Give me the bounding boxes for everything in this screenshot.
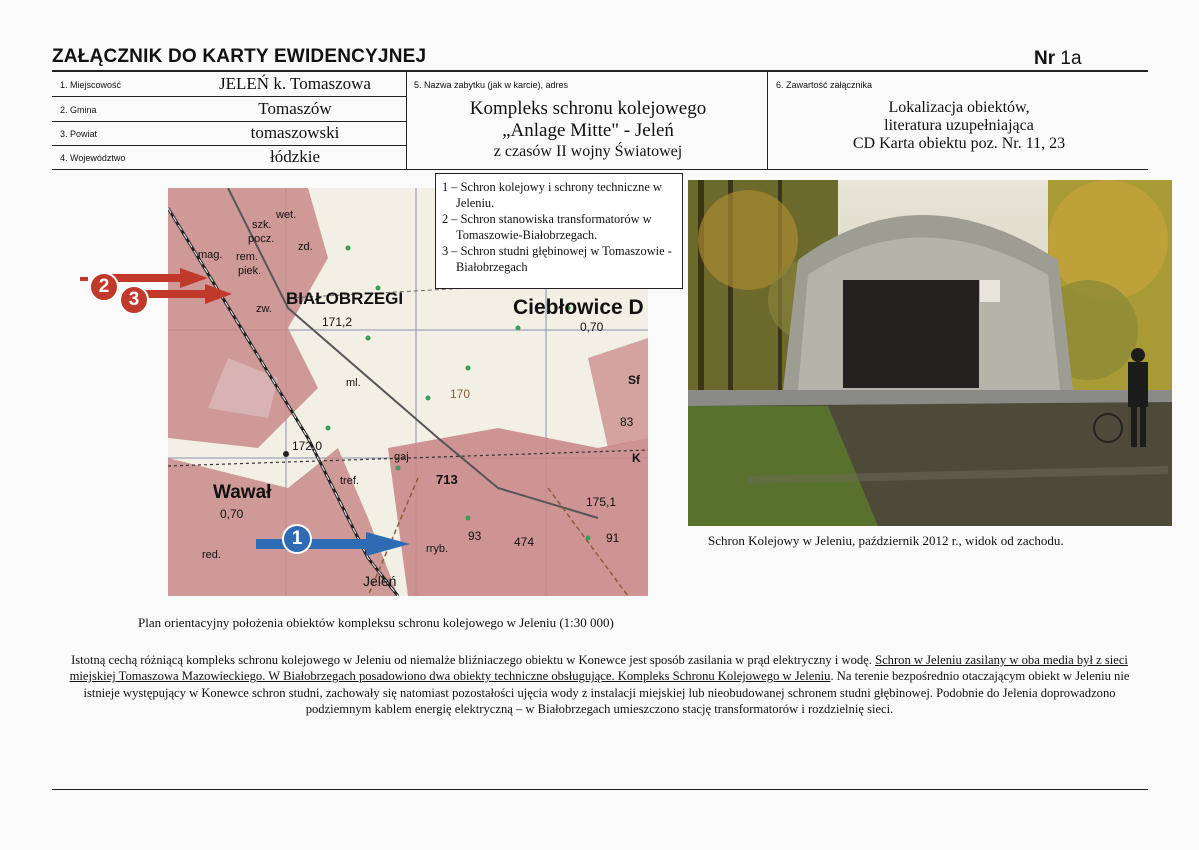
map-legend (435, 173, 683, 289)
map-label-83: 83 (620, 415, 634, 429)
footer-rule (52, 789, 1148, 790)
field-5-line-2: „Anlage Mitte" - Jeleń (502, 120, 674, 141)
field-3-value: tomaszowski (250, 123, 340, 142)
field-5-label: 5. Nazwa zabytku (jak w karcie), adres (414, 80, 569, 90)
map-label-wet: wet. (276, 209, 297, 221)
photo-caption: Schron Kolejowy w Jeleniu, październik 2012 r., widok od zachodu. (708, 533, 1064, 548)
map-marker-2: 2 (89, 272, 119, 302)
map-label-width-1: 0,70 (580, 320, 604, 334)
header-rule-top (52, 70, 1148, 72)
map-label-gaj: gaj (394, 451, 409, 463)
map-label-red: red. (202, 549, 221, 561)
map-caption: Plan orientacyjny położenia obiektów kompleksu schronu kolejowego w Jeleniu (1:30 000) (138, 615, 614, 630)
map-label-wawal: Wawał (213, 482, 272, 503)
table-col-divider-2 (767, 72, 768, 169)
map-marker-3: 3 (119, 285, 149, 315)
field-6-line-1: Lokalizacja obiektów, (888, 99, 1030, 116)
map-label-elev-1720: 172,0 (292, 439, 323, 453)
map-label-elev-1712: 171,2 (322, 315, 353, 329)
map-label-ml: ml. (346, 377, 361, 389)
field-5-line-1: Kompleks schronu kolejowego (469, 98, 707, 119)
field-1-value: JELEŃ k. Tomaszowa (219, 74, 371, 93)
field-4-label: 4. Województwo (60, 153, 126, 163)
paragraph-part-2: . Na terenie bezpośrednio otaczającym obiekt w Jeleniu nie istnieje występujący w Konewce schron studni, zachowały się natomiast pozostałości ujęcia wody z instalacji miejskiej lub nieobudowanej schronem studni głębinowej. Podobnie do Jelenia doprowadzono podziemnym kablem energię elektryczną – w Białobrzegach umieszczono stację transformatorów i rozdzielnię sieci. (83, 669, 1130, 716)
table-rule-2 (52, 121, 406, 122)
table-rule-1 (52, 96, 406, 97)
map-label-93: 93 (468, 529, 482, 543)
body-paragraph (62, 652, 1137, 717)
map-label-piek: piek. (238, 265, 262, 277)
map-label-tref: tref. (340, 475, 359, 487)
map-label-elev-1751: 175,1 (586, 495, 617, 509)
map-label-bialobrzegi: BIAŁOBRZEGI (286, 289, 404, 308)
map-marker-1: 1 (282, 524, 312, 554)
paragraph-underlined: Schron w Jeleniu zasilany w oba media był z sieci miejskiej Tomaszowa Mazowieckiego. W Białobrzegach posadowiono dwa obiekty techniczne obsługujące. Kompleks Schronu Kolejowego w Jeleniu (69, 653, 1128, 684)
field-5-line-3: z czasów II wojny Światowej (493, 143, 683, 160)
field-6-line-2: literatura uzupełniająca (884, 117, 1034, 134)
nr-value: 1a (1060, 48, 1082, 69)
map-label-elev-170: 170 (450, 387, 471, 401)
map-label-pocz: pocz. (248, 233, 275, 245)
nr-label: Nr (1034, 48, 1056, 69)
map-label-k: K (632, 451, 641, 465)
map-arrow-blue (256, 530, 416, 560)
legend-item-3: 3 – Schron studni głębinowej w Tomaszowie - Białobrzegach (442, 244, 672, 274)
map-label-road: 713 (436, 472, 458, 487)
paragraph-part-1: Istotną cechą różniącą kompleks schronu kolejowego w Jeleniu od niemalże bliźniaczego obiektu w Konewce jest sposób zasilania w prąd elektryczny i wodę. (71, 653, 876, 667)
legend-item-1: 1 – Schron kolejowy i schrony techniczne w Jeleniu. (442, 180, 662, 210)
field-2-value: Tomaszów (258, 99, 332, 118)
field-4-value: łódzkie (269, 147, 321, 166)
map-label-cieblowice: Ciebłowice D (513, 296, 644, 319)
map-label-jelen: Jeleń (363, 573, 397, 589)
map-label-rem: rem. (236, 251, 258, 263)
document-title: ZAŁĄCZNIK DO KARTY EWIDENCYJNEJ (52, 46, 427, 67)
table-rule-bottom (52, 169, 1148, 170)
table-col-divider-1 (406, 72, 407, 169)
document-number (1034, 48, 1082, 70)
field-3-label: 3. Powiat (60, 129, 98, 139)
table-rule-3 (52, 145, 406, 146)
map-label-width-2: 0,70 (220, 507, 244, 521)
map-label-mag: mag. (198, 249, 223, 261)
field-6-line-3: CD Karta obiektu poz. Nr. 11, 23 (852, 135, 1066, 152)
bunker-photo (688, 180, 1172, 526)
legend-item-2: 2 – Schron stanowiska transformatorów w Tomaszowie-Białobrzegach. (442, 212, 652, 242)
field-2-label: 2. Gmina (60, 105, 97, 115)
bunker-photo-graphic (688, 180, 1172, 526)
field-6-label: 6. Zawartość załącznika (776, 80, 873, 90)
map-label-91: 91 (606, 531, 620, 545)
map-label-zd: zd. (298, 241, 313, 253)
map-label-474: 474 (514, 535, 535, 549)
map-label-sf: Sf (628, 373, 640, 387)
map-label-zw: zw. (256, 303, 272, 315)
field-1-label: 1. Miejscowość (60, 80, 122, 90)
map-label-rryb: rryb. (426, 543, 448, 555)
map-label-szk: szk. (252, 219, 272, 231)
